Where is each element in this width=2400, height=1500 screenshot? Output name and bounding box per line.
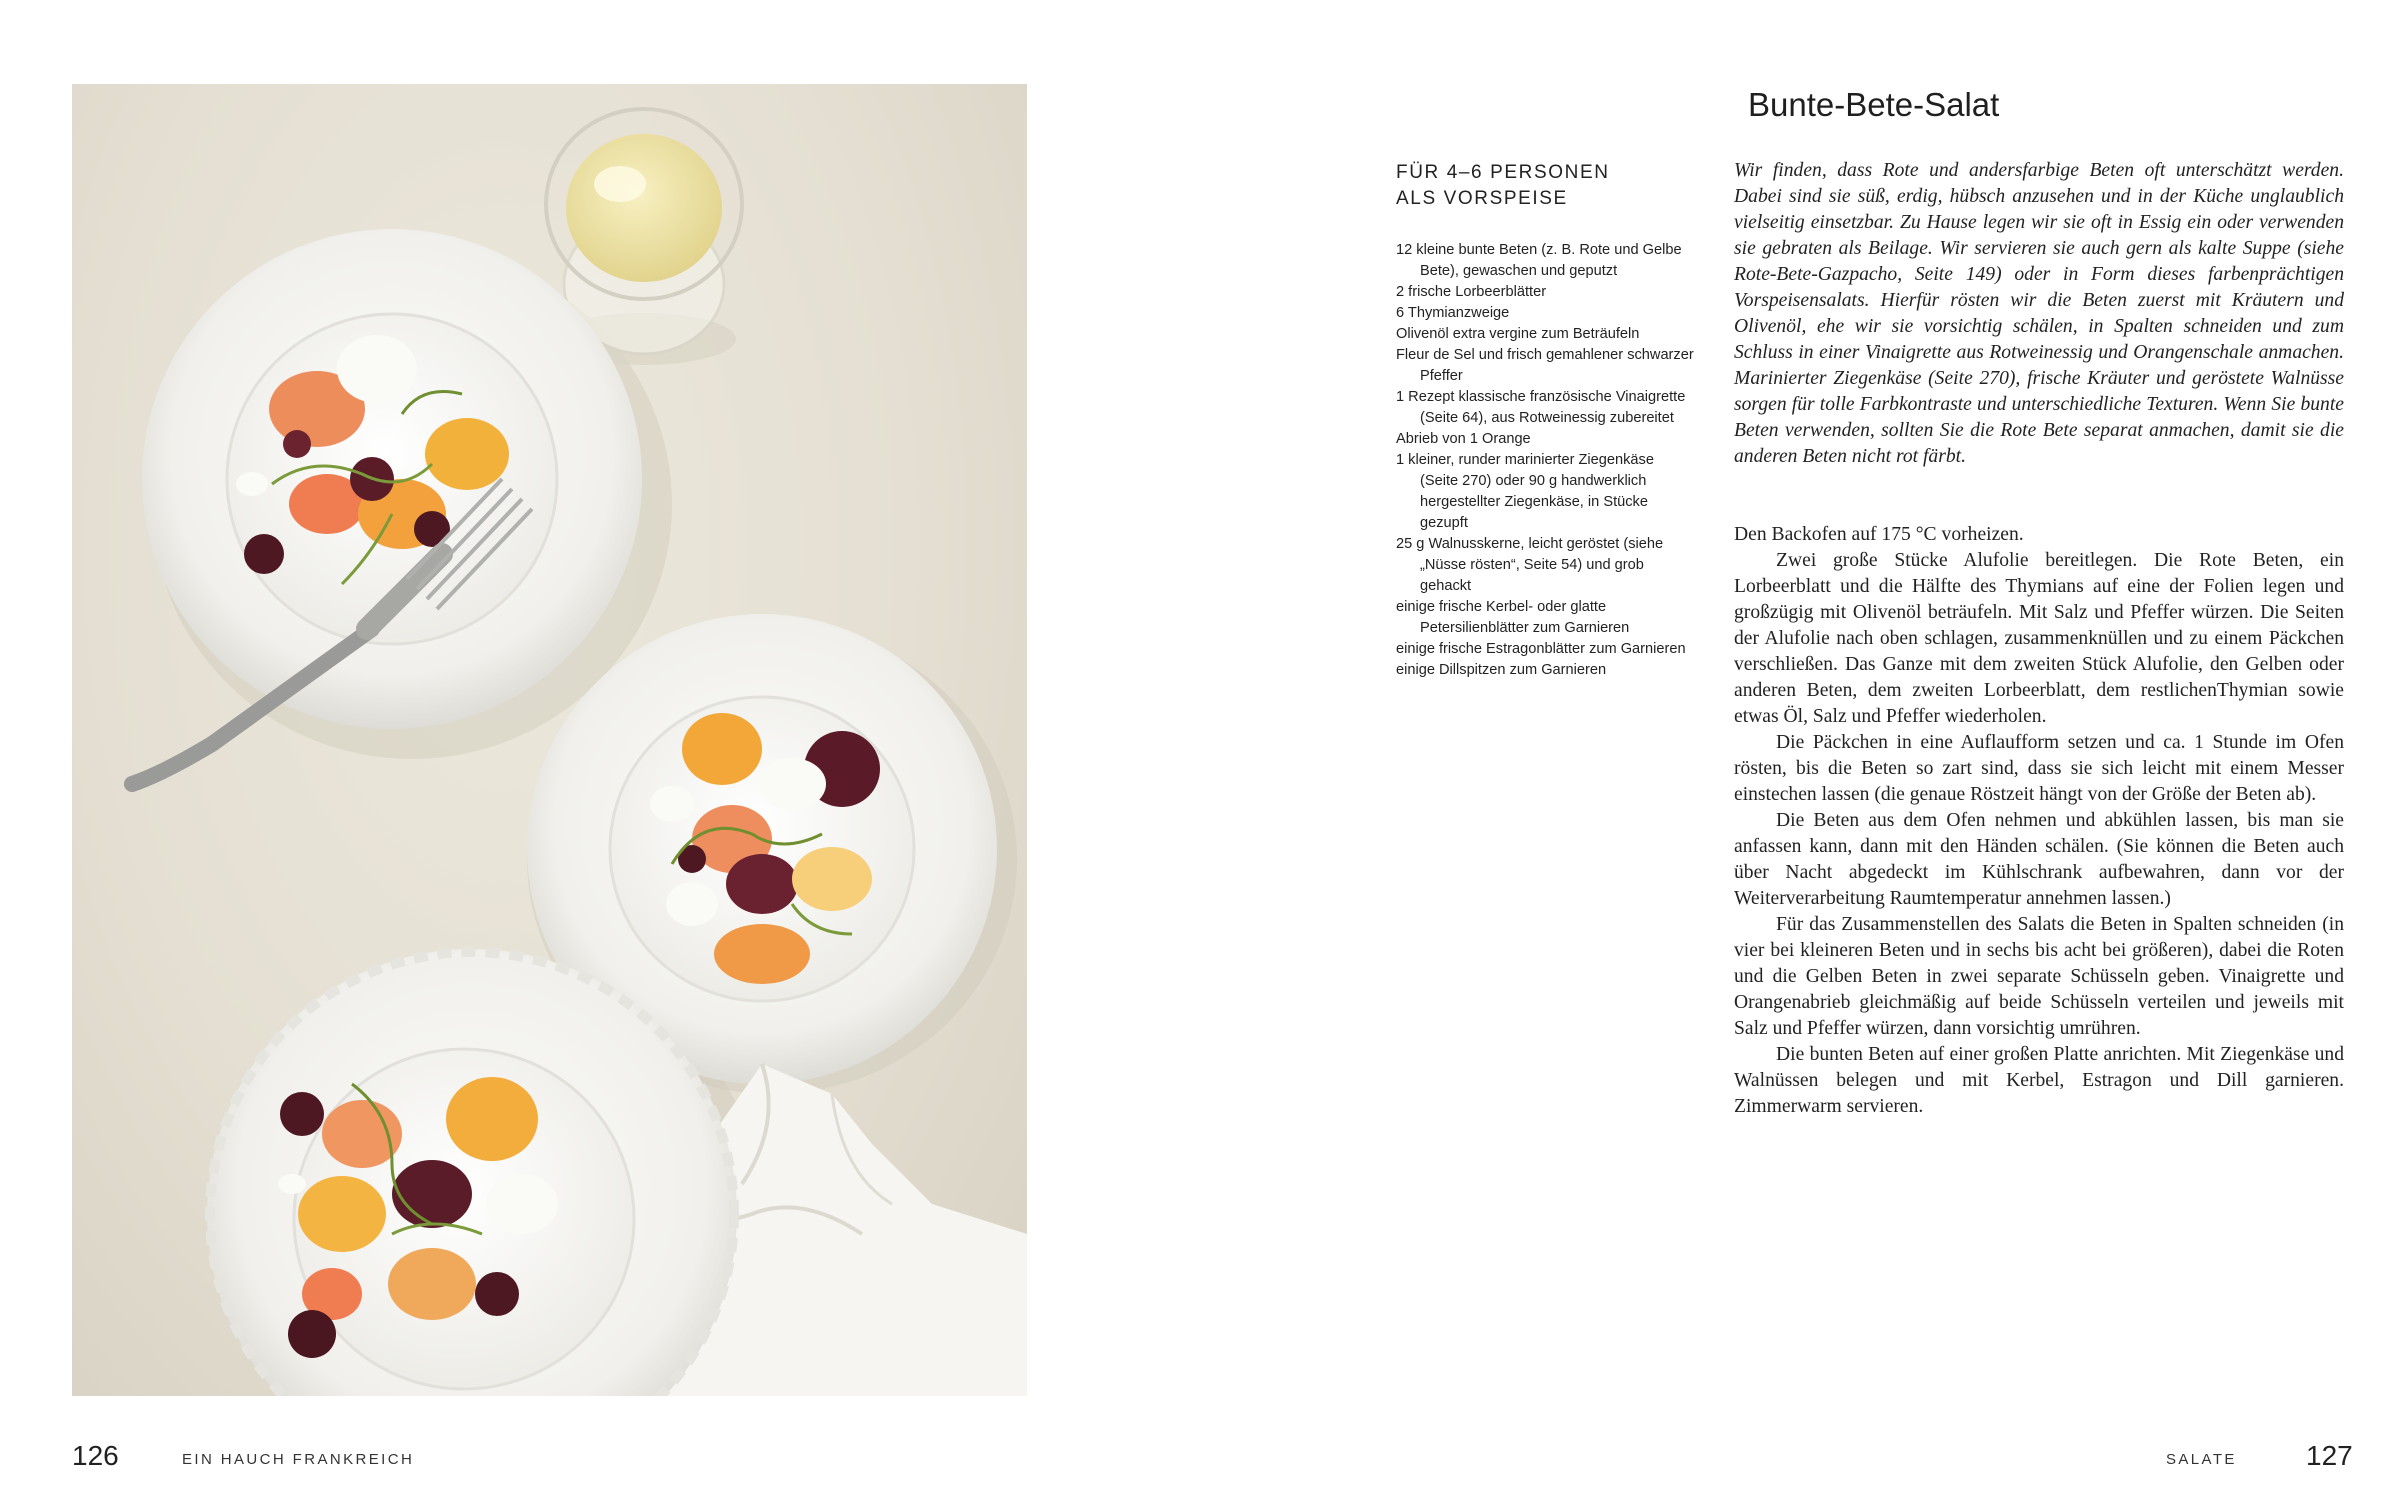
step-paragraph: Den Backofen auf 175 °C vorheizen. — [1734, 524, 2024, 545]
recipe-photo — [72, 84, 1027, 1396]
ingredient-item: Olivenöl extra vergine zum Beträufeln — [1396, 326, 1640, 342]
ingredient-item: 6 Thymianzweige — [1396, 305, 1510, 321]
running-head-right: SALATE — [2166, 1451, 2237, 1468]
step-paragraph: Die Beten aus dem Ofen nehmen und abkühlen lassen, bis man sie anfassen kann, dann mit den Händen schälen. (Sie können die Beten auch über Nacht abgedeckt im Kühlschrank aufbewahren, dann vor der Weiterverarbeitung Raumtemperatur annehmen lassen.) — [1734, 810, 2344, 909]
recipe-title: Bunte-Bete-Salat — [1748, 86, 2000, 123]
ingredient-item: 25 g Walnusskerne, leicht geröstet (siehe „Nüsse rösten“, Seite 54) und grob gehackt — [1396, 536, 1664, 594]
step-paragraph: Zwei große Stücke Alufolie bereitlegen. Die Rote Beten, ein Lorbeerblatt und die Hälfte des Thymians auf eine der Folien legen und großzügig mit Olivenöl beträufeln. Mit Salz und Pfeffer würzen. Die Seiten der Alufolie nach oben schlagen, zusammenknüllen und zu einem Päckchen verschließen. Das Ganze mit dem zweiten Stück Alufolie, den Gelben oder anderen Beten, dem zweiten Lorbeerblatt, dem restlichenThymian sowie etwas Öl, Salz und Pfeffer wiederholen. — [1734, 550, 2344, 727]
step-paragraph: Die Päckchen in eine Auflaufform setzen und ca. 1 Stunde im Ofen rösten, bis die Beten so zart sind, dass sie sich leicht mit einem Messer einstechen lassen (die genaue Röstzeit hängt von der Größe der Beten ab). — [1734, 732, 2344, 805]
serving-line: ALS VORSPEISE — [1396, 188, 1568, 209]
plate-top-left — [142, 229, 642, 729]
ingredient-item: Fleur de Sel und frisch gemahlener schwarzer Pfeffer — [1396, 347, 1694, 384]
serving-line: FÜR 4–6 PERSONEN — [1396, 162, 1610, 183]
ingredient-item: 12 kleine bunte Beten (z. B. Rote und Gelbe Bete), gewaschen und geputzt — [1396, 242, 1682, 279]
ingredient-item: 2 frische Lorbeerblätter — [1396, 284, 1547, 300]
recipe-steps — [1734, 522, 2344, 1120]
recipe-intro: Wir finden, dass Rote und andersfarbige Beten oft unterschätzt werden. Dabei sind sie süß, erdig, hübsch anzusehen und in der Küche unglaublich vielseitig einsetzbar. Zu Hause legen wir sie oft in Essig ein oder verwenden sie gebraten als Beilage. Wir servieren sie auch gern als kalte Suppe (siehe Rote-Bete-Gazpacho, Seite 149) oder in Form dieses farbenprächtigen Vorspeisensalats. Hierfür rösten wir die Beten zuerst mit Kräutern und Olivenöl, ehe wir sie vorsichtig schälen, in Spalten schneiden und zum Schluss in einer Vinaigrette aus Rotweinessig und Orangenschale anmachen. Marinierter Ziegenkäse (Seite 270), frische Kräuter und geröstete Walnüsse sorgen für tolle Farbkontraste und unterschiedliche Texturen. Wenn Sie bunte Beten verwenden, sollten Sie die Rote Bete separat anmachen, damit sie die anderen Beten nicht rot färbt. — [1734, 160, 2344, 467]
ingredient-item: Abrieb von 1 Orange — [1396, 431, 1531, 447]
page-number-right: 127 — [2306, 1440, 2353, 1471]
ingredient-item: 1 Rezept klassische französische Vinaigrette (Seite 64), aus Rotweinessig zubereitet — [1396, 389, 1686, 426]
running-head-left: EIN HAUCH FRANKREICH — [182, 1451, 415, 1468]
step-paragraph: Für das Zusammenstellen des Salats die Beten in Spalten schneiden (in vier bei kleineren Beten und in sechs bis acht bei größeren), dabei die Roten und die Gelben Beten in zwei separate Schüsseln geben. Vinaigrette und Orangenabrieb gleichmäßig auf beide Schüsseln verteilen und jeweils mit Salz und Pfeffer würzen, dann vorsichtig umrühren. — [1734, 914, 2344, 1039]
page-number-left: 126 — [72, 1440, 119, 1471]
serving-info — [1396, 160, 1610, 212]
step-paragraph: Die bunten Beten auf einer großen Platte anrichten. Mit Ziegenkäse und Walnüssen belegen und mit Kerbel, Estragon und Dill garnieren. Zimmerwarm servieren. — [1734, 1044, 2344, 1117]
ingredient-item: einige frische Estragonblätter zum Garnieren — [1396, 641, 1686, 657]
ingredient-item: einige frische Kerbel- oder glatte Petersilienblätter zum Garnieren — [1396, 599, 1630, 636]
ingredient-list — [1396, 240, 1696, 681]
ingredient-item: 1 kleiner, runder marinierter Ziegenkäse (Seite 270) oder 90 g handwerklich hergestellter Ziegenkäse, in Stücke gezupft — [1396, 452, 1654, 531]
ingredient-item: einige Dillspitzen zum Garnieren — [1396, 662, 1607, 678]
